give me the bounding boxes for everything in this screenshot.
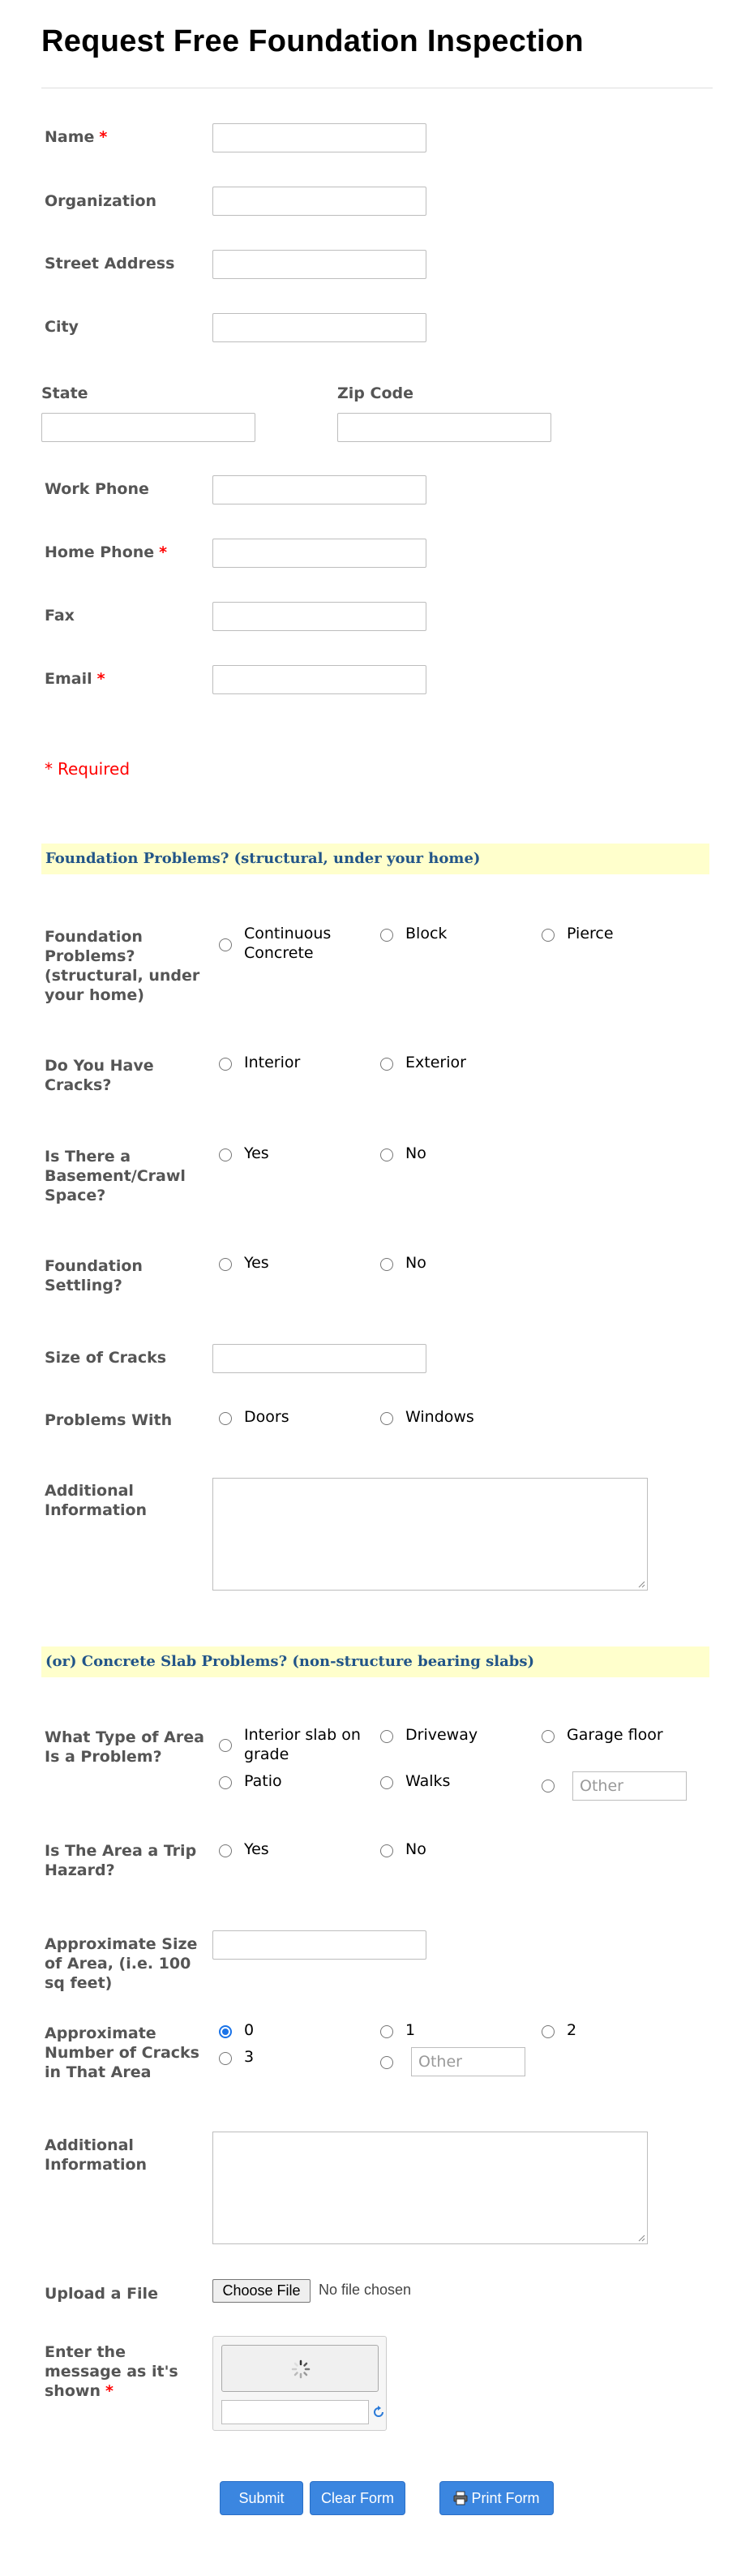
city-input[interactable]: [212, 313, 426, 342]
area-other-input[interactable]: Other: [572, 1771, 687, 1801]
captcha-label: [45, 2342, 199, 2401]
option-settling-no: No: [405, 1254, 426, 1272]
required-marker: *: [99, 128, 108, 146]
option-settling-yes: Yes: [244, 1254, 269, 1272]
option-exterior: Exterior: [405, 1054, 466, 1071]
name-label-text: Name: [45, 128, 95, 146]
foundation-section-header: Foundation Problems? (structural, under your home): [41, 844, 709, 874]
radio-settling-no[interactable]: [380, 1258, 393, 1271]
radio-settling-yes[interactable]: [219, 1258, 232, 1271]
basement-label: Is There a Basement/Crawl Space?: [45, 1148, 186, 1204]
required-marker: *: [159, 543, 168, 561]
captcha-box: [212, 2336, 387, 2431]
radio-cracks-1[interactable]: [380, 2025, 393, 2038]
radio-basement-no[interactable]: [380, 1148, 393, 1161]
option-cracks-3: 3: [244, 2048, 255, 2066]
organization-input[interactable]: [212, 187, 426, 216]
size-of-cracks-label: Size of Cracks: [45, 1349, 167, 1367]
option-interior-slab: Interior slab on grade: [244, 1726, 361, 1763]
submit-button[interactable]: Submit: [220, 2481, 303, 2515]
additional-info-label: Additional Information: [45, 1482, 148, 1519]
print-form-label: Print Form: [471, 2490, 540, 2506]
approx-size-label: Approximate Size of Area, (i.e. 100 sq feet): [45, 1935, 198, 1992]
fax-input[interactable]: [212, 602, 426, 631]
required-marker: *: [96, 670, 105, 688]
option-doors: Doors: [244, 1408, 289, 1426]
radio-cracks-3[interactable]: [219, 2052, 232, 2065]
upload-label: Upload a File: [45, 2285, 158, 2303]
captcha-input[interactable]: [221, 2400, 369, 2424]
radio-trip-no[interactable]: [380, 1844, 393, 1857]
slab-additional-info-label: Additional Information: [45, 2136, 148, 2174]
name-label: [45, 127, 215, 147]
option-cracks-1: 1: [405, 2021, 416, 2039]
work-phone-label: Work Phone: [45, 480, 149, 498]
name-input[interactable]: [212, 123, 426, 152]
radio-cracks-other[interactable]: [380, 2056, 393, 2069]
captcha-image: [221, 2345, 379, 2392]
radio-block[interactable]: [380, 929, 393, 942]
required-marker: *: [105, 2382, 114, 2400]
work-phone-input[interactable]: [212, 475, 426, 504]
required-note-text: Required: [58, 759, 131, 779]
slab-additional-info-textarea[interactable]: [212, 2132, 648, 2244]
option-cracks-0: 0: [244, 2021, 255, 2039]
organization-label: Organization: [45, 192, 157, 210]
email-label: [45, 669, 215, 689]
radio-interior[interactable]: [219, 1058, 232, 1071]
state-label: State: [41, 384, 88, 402]
required-note-marker: *: [45, 759, 53, 779]
option-patio: Patio: [244, 1772, 282, 1790]
clear-form-button[interactable]: Clear Form: [310, 2481, 405, 2515]
option-windows: Windows: [405, 1408, 474, 1426]
home-phone-label: [45, 543, 215, 562]
cracks-other-input[interactable]: Other: [411, 2047, 525, 2076]
street-address-label: Street Address: [45, 255, 175, 273]
spinner-icon: [291, 2359, 311, 2379]
option-driveway: Driveway: [405, 1726, 478, 1744]
radio-basement-yes[interactable]: [219, 1148, 232, 1161]
additional-info-textarea[interactable]: [212, 1478, 648, 1591]
radio-trip-yes[interactable]: [219, 1844, 232, 1857]
option-basement-no: No: [405, 1144, 426, 1162]
radio-walks[interactable]: [380, 1776, 393, 1789]
captcha-label-text: Enter the message as it's shown: [45, 2343, 178, 2400]
radio-continuous-concrete[interactable]: [219, 938, 232, 951]
option-cracks-2: 2: [567, 2021, 577, 2039]
form-title: Request Free Foundation Inspection: [41, 24, 584, 58]
refresh-icon[interactable]: [372, 2406, 385, 2419]
option-garage-floor: Garage floor: [567, 1726, 663, 1744]
option-block: Block: [405, 925, 448, 942]
city-label: City: [45, 318, 79, 336]
settling-label: Foundation Settling?: [45, 1257, 143, 1294]
radio-cracks-0[interactable]: [219, 2025, 232, 2038]
radio-cracks-2[interactable]: [542, 2025, 555, 2038]
home-phone-input[interactable]: [212, 539, 426, 568]
problems-with-label: Problems With: [45, 1411, 173, 1429]
choose-file-button[interactable]: Choose File: [212, 2279, 311, 2303]
state-input[interactable]: [41, 413, 255, 442]
file-status: No file chosen: [319, 2282, 412, 2298]
street-address-input[interactable]: [212, 250, 426, 279]
option-pierce: Pierce: [567, 925, 614, 942]
radio-windows[interactable]: [380, 1412, 393, 1425]
radio-garage-floor[interactable]: [542, 1730, 555, 1743]
printer-icon: [453, 2491, 468, 2505]
fax-label: Fax: [45, 607, 75, 625]
option-basement-yes: Yes: [244, 1144, 269, 1162]
option-interior: Interior: [244, 1054, 301, 1071]
size-of-cracks-input[interactable]: [212, 1344, 426, 1373]
radio-exterior[interactable]: [380, 1058, 393, 1071]
print-form-button[interactable]: [439, 2481, 554, 2515]
slab-section-header: (or) Concrete Slab Problems? (non-structure bearing slabs): [41, 1646, 709, 1677]
radio-area-other[interactable]: [542, 1780, 555, 1792]
resize-grip-icon[interactable]: [637, 1580, 645, 1588]
num-cracks-label: Approximate Number of Cracks in That Area: [45, 2024, 199, 2081]
option-continuous-concrete: Continuous Concrete: [244, 925, 332, 962]
option-trip-yes: Yes: [244, 1840, 269, 1858]
option-trip-no: No: [405, 1840, 426, 1858]
resize-grip-icon[interactable]: [637, 2234, 645, 2242]
trip-hazard-label: Is The Area a Trip Hazard?: [45, 1842, 197, 1879]
foundation-problems-label: Foundation Problems? (structural, under your home): [45, 928, 200, 1004]
area-type-label: What Type of Area Is a Problem?: [45, 1728, 204, 1766]
zip-code-input[interactable]: [337, 413, 551, 442]
cracks-label: Do You Have Cracks?: [45, 1057, 154, 1094]
home-phone-label-text: Home Phone: [45, 543, 155, 561]
approx-size-input[interactable]: [212, 1930, 426, 1960]
radio-driveway[interactable]: [380, 1730, 393, 1743]
email-label-text: Email: [45, 670, 92, 688]
radio-patio[interactable]: [219, 1776, 232, 1789]
radio-doors[interactable]: [219, 1412, 232, 1425]
required-note: [45, 759, 135, 779]
zip-code-label: Zip Code: [337, 384, 413, 402]
option-walks: Walks: [405, 1772, 451, 1790]
radio-pierce[interactable]: [542, 929, 555, 942]
email-input[interactable]: [212, 665, 426, 694]
radio-interior-slab[interactable]: [219, 1739, 232, 1752]
